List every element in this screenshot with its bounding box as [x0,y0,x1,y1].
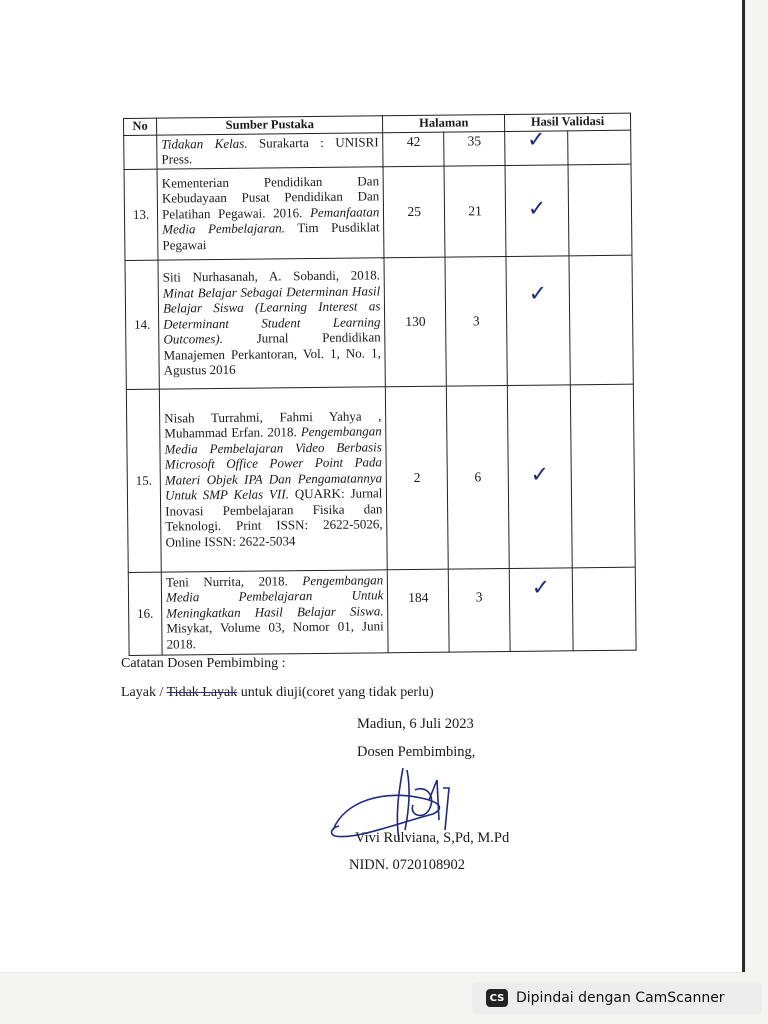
header-no: No [124,118,157,135]
table-row [128,567,636,655]
validation-cell [505,164,569,256]
eligible-text: Layak / [121,685,167,700]
row-source [159,386,387,571]
source-plain: Siti Nurhasanah, A. Sobandi, 2018. [162,267,381,285]
blank-cell [572,567,636,651]
source-plain: Surakarta : UNISRI Press. [161,133,379,167]
source-plain: QUARK: Jurnal Inovasi Pembelajaran Fisika dan Teknologi. Print ISSN: 2622-5026, Online ISSN: 2622-5034 [165,485,383,550]
validation-cell [505,127,568,165]
table-row [124,130,631,169]
check-mark-icon: ✓ [526,127,546,153]
page-end: 35 [444,131,505,166]
blank-cell [568,164,632,256]
check-mark-icon: ✓ [528,281,548,307]
page-end: 3 [445,256,507,386]
source-plain: Tim Pusdiklat Pegawai [162,219,380,253]
page-start: 2 [386,386,449,570]
validation-cell [507,384,572,568]
camscanner-text: Dipindai dengan CamScanner [516,990,725,1006]
source-italic: Tidakan Kelas. [161,135,248,152]
advisor-name: Vivi Rulviana, S,Pd, M.Pd [355,830,510,846]
source-italic: Pengembangan Media Pembelajaran Untuk Meningkatkan Hasil Belajar Siswa. [166,572,384,621]
row-source [157,132,384,168]
page-start: 25 [383,166,445,258]
source-plain: Kementerian Pendidikan Dan Kebudayaan Pusat Pendidikan Dan Pelatihan Pegawai. 2016. [161,173,380,222]
blank-cell [569,255,633,385]
validation-cell [509,567,573,651]
row-number [124,135,157,169]
header-pages: Halaman [383,115,505,133]
check-mark-icon: ✓ [531,575,551,601]
advisor-role: Dosen Pembimbing, [357,744,476,760]
row-number: 15. [126,389,161,572]
advisor-nidn: NIDN. 0720108902 [349,857,465,873]
header-source: Sumber Pustaka [157,116,383,135]
table-row [124,164,632,260]
row-source [161,569,388,654]
place-date: Madiun, 6 Juli 2023 [357,716,474,732]
source-plain: Jurnal Pendidikan Manajemen Perkantoran, Vol. 1, No. 1, Agustus 2016 [163,329,381,378]
row-number: 13. [124,169,158,260]
reference-table [123,113,637,656]
source-plain: Teni Nurrita, 2018. [165,572,303,590]
page-end: 6 [447,385,510,569]
eligibility-statement [121,685,434,701]
blank-cell [570,384,635,568]
check-mark-icon: ✓ [527,196,547,222]
row-source [158,257,386,388]
struck-not-eligible-text: Tidak Layak [166,685,238,700]
table-row [125,255,633,389]
page-start: 42 [383,132,444,167]
source-plain: Misykat, Volume 03, Nomor 01, Juni 2018. [166,618,384,652]
page-edge [742,0,745,972]
page-end: 3 [448,568,510,652]
row-source [157,166,384,259]
camscanner-logo-icon: CS [486,989,508,1007]
page-start: 184 [388,569,450,653]
eligibility-note: untuk diuji(coret yang tidak perlu) [237,685,434,700]
source-italic: Minat Belajar Sebagai Determinan Hasil Belajar Siswa (Learning Interest as Determinant Student Learning Outcomes). [162,283,381,347]
source-italic: Pemanfaatan Media Pembelajaran. [162,204,380,237]
camscanner-badge [472,982,762,1014]
row-number: 16. [128,572,162,655]
page-end: 21 [444,165,506,257]
source-italic: Pengembangan Media Pembelajaran Video Berbasis Microsoft Office Power Point Pada Materi Objek IPA Dan Pengamatannya Untuk SMP Kelas VII. [164,423,383,503]
row-number: 14. [125,260,159,389]
blank-cell [568,130,631,165]
validation-cell [506,255,570,385]
advisor-notes-label: Catatan Dosen Pembimbing : [121,656,286,671]
check-mark-icon: ✓ [530,462,550,488]
source-plain: Nisah Turrahmi, Fahmi Yahya , Muhammad Erfan. 2018. [164,408,382,441]
header-validation: Hasil Validasi [504,113,630,131]
table-row [126,384,635,572]
page-start: 130 [384,257,446,387]
